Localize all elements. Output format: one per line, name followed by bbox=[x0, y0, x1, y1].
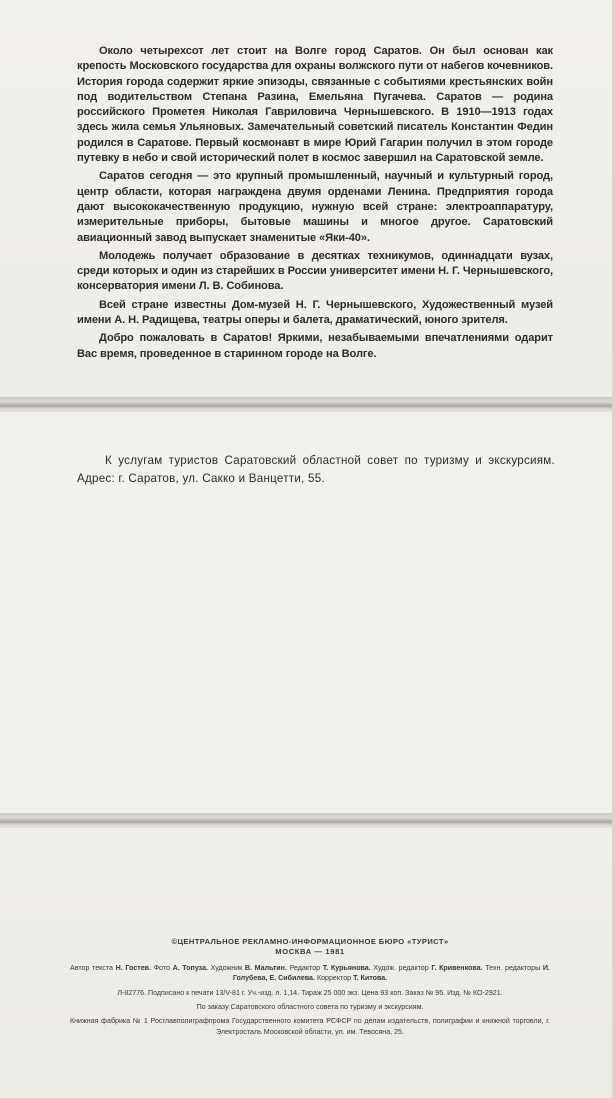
credit-name: Г. Кривенкова. bbox=[431, 963, 483, 972]
credit-label: Редактор bbox=[289, 963, 321, 972]
credits bbox=[70, 963, 550, 984]
printer-info: Книжная фабрика № 1 Росглавполиграфпрома Государственного комитета РСФСР по делам издательств, полиграфии и книжной торговли, г. Электросталь Московской области, ул. им. Тевосяна, 25. bbox=[70, 1017, 550, 1036]
credit-label: Фото bbox=[153, 963, 170, 972]
credit-name: Т. Курьянова. bbox=[322, 963, 371, 972]
credit-label: Художник bbox=[210, 963, 243, 972]
city-year-line: МОСКВА — 1981 bbox=[275, 947, 345, 957]
credit-label: Корректор bbox=[316, 974, 352, 983]
fold-crease bbox=[0, 813, 615, 829]
paragraph: Добро пожаловать в Саратов! Яркими, незабываемыми впечатлениями одарит Вас время, проведенное в старинном городе на Волге. bbox=[77, 332, 553, 360]
publisher-line: ©ЦЕНТРАЛЬНОЕ РЕКЛАМНО-ИНФОРМАЦИОННОЕ БЮРО «ТУРИСТ» bbox=[171, 937, 449, 946]
paragraph: Около четырехсот лет стоит на Волге город Саратов. Он был основан как крепость Московского государства для охраны волжского пути от набегов кочевников. История города содержит яркие эпизоды, связанные с событиями крестьянских войн под водительством Степана Разина, Емельяна Пугачева. Саратов — родина российского Прометея Николая Гавриловича Чернышевского. В 1910—1913 годах здесь жила семья Ульяновых. Замечательный советский писатель Константин Федин родился в Саратове. Первый космонавт в мире Юрий Гагарин получил в этом городе путевку в небо и свой исторический полет в космос завершил на Саратовской земле. bbox=[77, 45, 553, 165]
credit-name: Т. Китова. bbox=[353, 974, 388, 983]
credit-name: В. Мальтин. bbox=[244, 963, 287, 972]
credit-label: Худож. редактор bbox=[373, 963, 429, 972]
print-specs: Л-82776. Подписано к печати 13/V-81 г. Уч.-изд. л. 1,14. Тираж 25 000 экз. Цена 93 коп. Заказ № 95. Изд. № КО-2921. bbox=[117, 988, 503, 997]
paragraph: Всей стране известны Дом-музей Н. Г. Чернышевского, Художественный музей имени А. Н. Радищева, театры оперы и балета, драматический, юного зрителя. bbox=[77, 298, 553, 327]
credit-label: Автор текста bbox=[70, 963, 114, 972]
credit-name: И. Голубева, Е. Сибилева. bbox=[232, 963, 550, 983]
city-description bbox=[77, 44, 553, 365]
credit-name: Н. Гостев. bbox=[115, 963, 151, 972]
fold-crease bbox=[0, 397, 615, 413]
paragraph: Молодежь получает образование в десятках техникумов, одиннадцати вузах, среди которых и один из старейших в России университет имени Н. Г. Чернышевского, консерватория имени Л. В. Собинова. bbox=[77, 249, 553, 293]
credit-label: Техн. редакторы bbox=[485, 963, 541, 972]
order-note: По заказу Саратовского областного совета по туризму и экскурсиям. bbox=[196, 1003, 424, 1012]
tourist-council-notice: К услугам туристов Саратовский областной совет по туризму и экскурсиям. Адрес: г. Саратов, ул. Сакко и Ванцетти, 55. bbox=[77, 454, 555, 485]
paragraph: Саратов сегодня — это крупный промышленный, научный и культурный город, центр области, которая награждена двумя орденами Ленина. Предприятия города дают высококачественную продукцию, нужную всей стране: электроаппаратуру, измерительные приборы, бытовые машины и многое другое. Саратовский авиационный завод выпускает знаменитые «Яки-40». bbox=[77, 170, 553, 244]
credit-name: А. Топуза. bbox=[172, 963, 209, 972]
imprint-block bbox=[70, 937, 550, 1037]
